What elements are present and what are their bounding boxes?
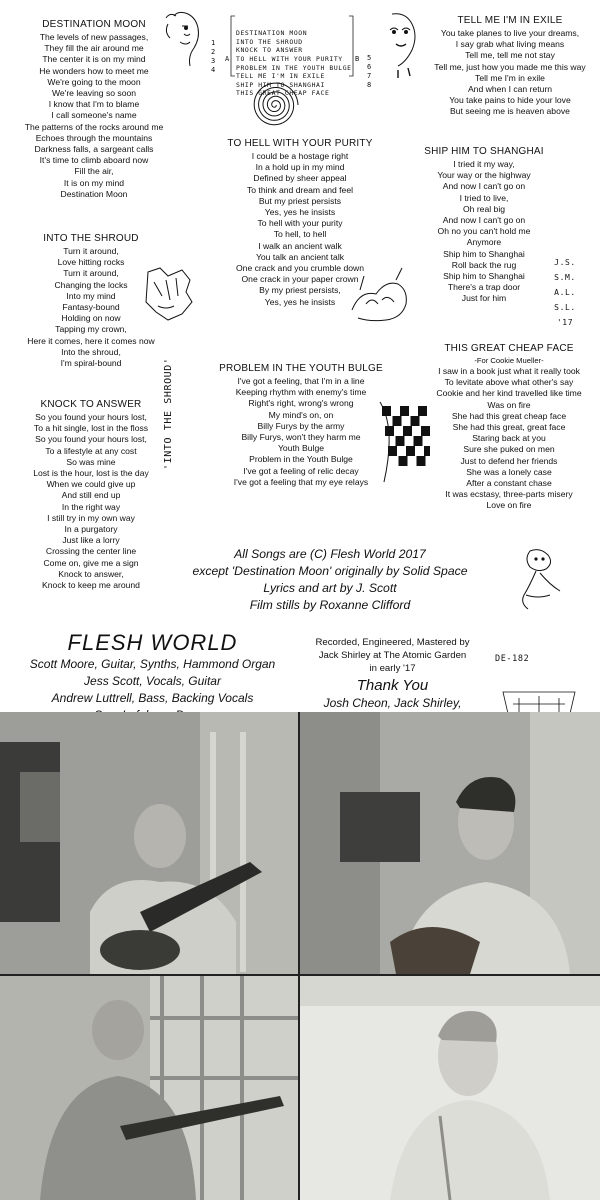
text-line: One crack and you crumble down: [235, 263, 365, 274]
text-line: So was mine: [66, 456, 116, 467]
text-line: 5: [367, 54, 372, 62]
text-line: But seeing me is heaven above: [450, 106, 570, 117]
text-line: Lost is the hour, lost is the day: [33, 468, 149, 479]
text-line: Into my mind: [66, 290, 116, 301]
song-title: TELL ME I'M IN EXILE: [457, 15, 563, 26]
text-line: DESTINATION MOON: [236, 29, 308, 38]
text-line: The levels of new passages,: [39, 32, 149, 42]
text-line: INTO THE SHROUD: [236, 37, 303, 46]
recording-line: Jack Shirley at The Atomic Garden: [318, 650, 467, 661]
side-letter-a: A: [225, 55, 230, 63]
text-line: I still try in my own way: [47, 512, 135, 523]
film-still-guitarist-faded: [300, 976, 600, 1200]
text-line: I know that I'm to blame: [48, 99, 140, 110]
side-letter-b: B: [355, 55, 360, 63]
text-line: Knock to keep me around: [42, 580, 140, 591]
text-line: Yes, yes he insists: [264, 296, 336, 307]
text-line: 7: [367, 72, 372, 80]
text-line: KNOCK TO ANSWER: [236, 46, 303, 55]
song-this-great-cheap-face: [424, 342, 594, 512]
recording-line: Recorded, Engineered, Mastered by: [315, 637, 470, 648]
text-line: Tell me, just how you made me this way: [434, 61, 586, 72]
thanks-title: Thank You: [356, 677, 429, 694]
text-line: And still end up: [61, 490, 121, 501]
recording-line: in early '17: [369, 663, 416, 674]
text-line: In a purgatory: [64, 524, 118, 535]
text-line: They fill the air around me: [44, 43, 144, 54]
film-stills-grid: [0, 712, 600, 1200]
text-line: 8: [367, 81, 372, 89]
song-title: THIS GREAT CHEAP FACE: [444, 343, 574, 354]
song-title: DESTINATION MOON: [42, 19, 146, 30]
text-line: To think and dream and feel: [246, 184, 354, 195]
text-line: Echoes through the mountains: [35, 132, 153, 143]
text-line: And now I can't go on: [442, 215, 526, 226]
text-line: You talk an ancient talk: [255, 251, 345, 262]
text-line: Changing the locks: [54, 279, 128, 290]
text-line: I'm spiral-bound: [60, 358, 122, 369]
text-line: The center it is on my mind: [42, 54, 146, 65]
face-sketch-top-left: [160, 8, 220, 70]
film-still-guitarist-bald: [0, 712, 298, 974]
text-line: PROBLEM IN THE YOUTH BULGE: [236, 63, 352, 72]
text-line: Your way or the highway: [437, 170, 531, 181]
text-line: Oh real big: [462, 203, 506, 214]
text-line: Just for him: [461, 293, 507, 304]
text-line: 1: [211, 39, 216, 47]
recording-block: [300, 636, 485, 675]
figure-sketch-shanghai: [346, 260, 418, 330]
song-title: PROBLEM IN THE YOUTH BULGE: [219, 363, 383, 374]
text-line: It is on my mind: [63, 177, 125, 188]
song-lyrics: [6, 32, 182, 200]
face-sketch-top-right: [372, 10, 424, 80]
text-line: To a lifestyle at any cost: [45, 445, 137, 456]
text-line: Love hitting rocks: [57, 257, 125, 268]
text-line: Defined by sheer appeal: [253, 173, 347, 184]
text-line: Sure she puked on men: [463, 444, 555, 455]
text-line: S.M.: [554, 273, 576, 282]
text-line: She had this great, great face: [452, 422, 566, 433]
film-still-bassist: [0, 976, 298, 1200]
song-youth-bulge: [205, 362, 397, 488]
text-line: Ship him to Shanghai: [443, 248, 525, 259]
text-line: Tell me I'm in exile: [475, 72, 545, 83]
text-line: To hell with your purity: [257, 218, 343, 229]
text-line: J.S.: [554, 258, 576, 267]
text-line: Yes, yes he insists: [264, 207, 336, 218]
text-line: Tapping my crown,: [55, 324, 127, 335]
text-line: You take planes to live your dreams,: [440, 28, 580, 38]
text-line: I've got a feeling that my eye relays: [233, 476, 369, 487]
text-line: To hell, to hell: [273, 229, 327, 240]
text-line: And now I can't go on: [442, 181, 526, 192]
text-line: Problem in the Youth Bulge: [249, 454, 353, 465]
credits-line: All Songs are (C) Flesh World 2017: [234, 547, 426, 561]
text-line: '17: [556, 318, 574, 327]
text-line: Tell me, tell me not stay: [465, 50, 555, 61]
text-line: Turn it around,: [63, 268, 119, 279]
text-line: To a hit single, lost in the floss: [33, 423, 149, 434]
text-line: So you found your hours lost,: [35, 434, 147, 445]
initials-list: [550, 225, 580, 345]
text-line: Was on fire: [487, 399, 531, 410]
text-line: You take pains to hide your love: [449, 95, 571, 106]
song-lyrics: [205, 376, 397, 488]
text-line: I saw in a book just what it really took: [438, 366, 580, 376]
song-subtitle: -For Cookie Mueller-: [474, 356, 544, 365]
band-block: [0, 630, 305, 724]
text-line: I say grab what living means: [455, 39, 565, 50]
text-line: But my priest persists: [258, 195, 342, 206]
text-line: Come on, give me a sign: [43, 557, 139, 568]
text-line: Roll back the rug: [451, 259, 517, 270]
spiral-drawing: [250, 80, 300, 130]
text-line: Anymore: [466, 237, 502, 248]
text-line: We're going to the moon: [47, 76, 141, 87]
figure-sketch-cookie: [510, 545, 570, 617]
text-line: Billy Furys by the army: [257, 420, 345, 431]
text-line: Staring back at you: [472, 433, 546, 444]
text-line: We're leaving so soon: [51, 88, 137, 99]
band-name: FLESH WORLD: [67, 630, 238, 655]
text-line: In the right way: [61, 501, 121, 512]
text-line: And when I can return: [467, 84, 553, 95]
credits-block: [150, 546, 510, 614]
song-title: INTO THE SHROUD: [43, 233, 139, 244]
text-line: A.L.: [554, 288, 576, 297]
song-lyrics: [424, 366, 594, 512]
text-line: Love on fire: [486, 500, 532, 511]
label-catalog: DE-182: [495, 654, 530, 664]
credits-line: except 'Destination Moon' originally by Solid Space: [192, 564, 468, 578]
text-line: Keeping rhythm with enemy's time: [235, 387, 367, 398]
text-line: Right's right, wrong's wrong: [248, 398, 354, 409]
text-line: 3: [211, 57, 216, 65]
text-line: S.L.: [554, 303, 576, 312]
checkered-flag-drawing: [376, 398, 430, 486]
text-line: I walk an ancient walk: [258, 240, 342, 251]
song-title: SHIP HIM TO SHANGHAI: [424, 146, 544, 157]
text-line: By my priest persists,: [259, 285, 341, 296]
text-line: THIS GREAT CHEAP FACE: [236, 89, 330, 98]
song-lyrics: [418, 159, 550, 305]
song-destination-moon: [6, 18, 182, 200]
vertical-note: 'INTO THE SHROUD': [163, 357, 174, 470]
text-line: It's time to climb aboard now: [39, 155, 149, 166]
text-line: 2: [211, 48, 216, 56]
track-list-brackets: [225, 14, 365, 84]
text-line: 6: [367, 63, 372, 71]
text-line: TO HELL WITH YOUR PURITY: [236, 54, 343, 63]
text-line: I tried it my way,: [453, 159, 515, 169]
text-line: After a constant chase: [466, 478, 552, 489]
text-line: Fantasy-bound: [62, 302, 120, 313]
text-line: There's a trap door: [447, 282, 521, 293]
text-line: Crossing the center line: [45, 546, 137, 557]
text-line: Destination Moon: [60, 188, 128, 199]
text-line: I've got a feeling of relic decay: [243, 465, 359, 476]
credits-line: Film stills by Roxanne Clifford: [249, 598, 411, 612]
text-line: He wonders how to meet me: [39, 65, 149, 76]
song-title: KNOCK TO ANSWER: [40, 399, 142, 410]
song-title: TO HELL WITH YOUR PURITY: [227, 138, 373, 149]
text-line: She had this great cheap face: [451, 410, 567, 421]
text-line: Just to defend her friends: [460, 455, 558, 466]
text-line: So you found your hours lost,: [35, 412, 147, 422]
text-line: Andrew Luttrell, Bass, Backing Vocals: [51, 691, 254, 705]
text-line: Fill the air,: [74, 166, 114, 177]
text-line: I call someone's name: [51, 110, 137, 121]
text-line: Darkness falls, a sargeant calls: [34, 144, 154, 155]
text-line: SHIP HIM TO SHANGHAI: [236, 80, 325, 89]
text-line: Billy Furys, won't they harm me: [241, 432, 361, 443]
text-line: One crack in your paper crown: [241, 274, 359, 285]
text-line: In a hold up in my mind: [255, 162, 345, 173]
text-line: Youth Bulge: [277, 443, 325, 454]
text-line: I could be a hostage right: [251, 151, 349, 161]
text-line: Here it comes, here it comes now: [27, 335, 155, 346]
face-sketch-shroud: [138, 262, 198, 326]
text-line: She was a lonely case: [466, 466, 552, 477]
text-line: To levitate above what other's say: [444, 377, 574, 388]
text-line: It was ecstasy, three-parts misery: [445, 489, 573, 500]
text-line: I've got a feeling, that I'm in a line: [237, 376, 365, 386]
text-line: When we could give up: [46, 479, 136, 490]
song-ship-him-to-shanghai: [418, 145, 550, 305]
text-line: Ship him to Shanghai: [443, 271, 525, 282]
song-tell-me-exile: [426, 14, 594, 118]
text-line: Jess Scott, Vocals, Guitar: [84, 674, 221, 688]
credits-line: Lyrics and art by J. Scott: [263, 581, 397, 595]
text-line: Just like a lorry: [62, 535, 120, 546]
text-line: I tried to live,: [459, 192, 509, 203]
text-line: 4: [211, 66, 216, 74]
text-line: Into the shroud,: [61, 346, 121, 357]
text-line: Turn it around,: [63, 246, 119, 256]
text-line: Cookie and her kind travelled like time: [436, 388, 582, 399]
text-line: Holding on now: [61, 313, 121, 324]
text-line: Scott Moore, Guitar, Synths, Hammond Organ: [29, 657, 276, 671]
thanks-line: Josh Cheon, Jack Shirley,: [323, 696, 462, 710]
film-still-guitarist-singing: [300, 712, 600, 974]
text-line: Oh no you can't hold me: [437, 226, 531, 237]
text-line: My mind's on, on: [268, 409, 334, 420]
song-lyrics: [426, 28, 594, 118]
text-line: Knock to answer,: [58, 568, 124, 579]
text-line: The patterns of the rocks around me: [24, 121, 164, 132]
text-line: TELL ME I'M IN EXILE: [236, 72, 325, 81]
